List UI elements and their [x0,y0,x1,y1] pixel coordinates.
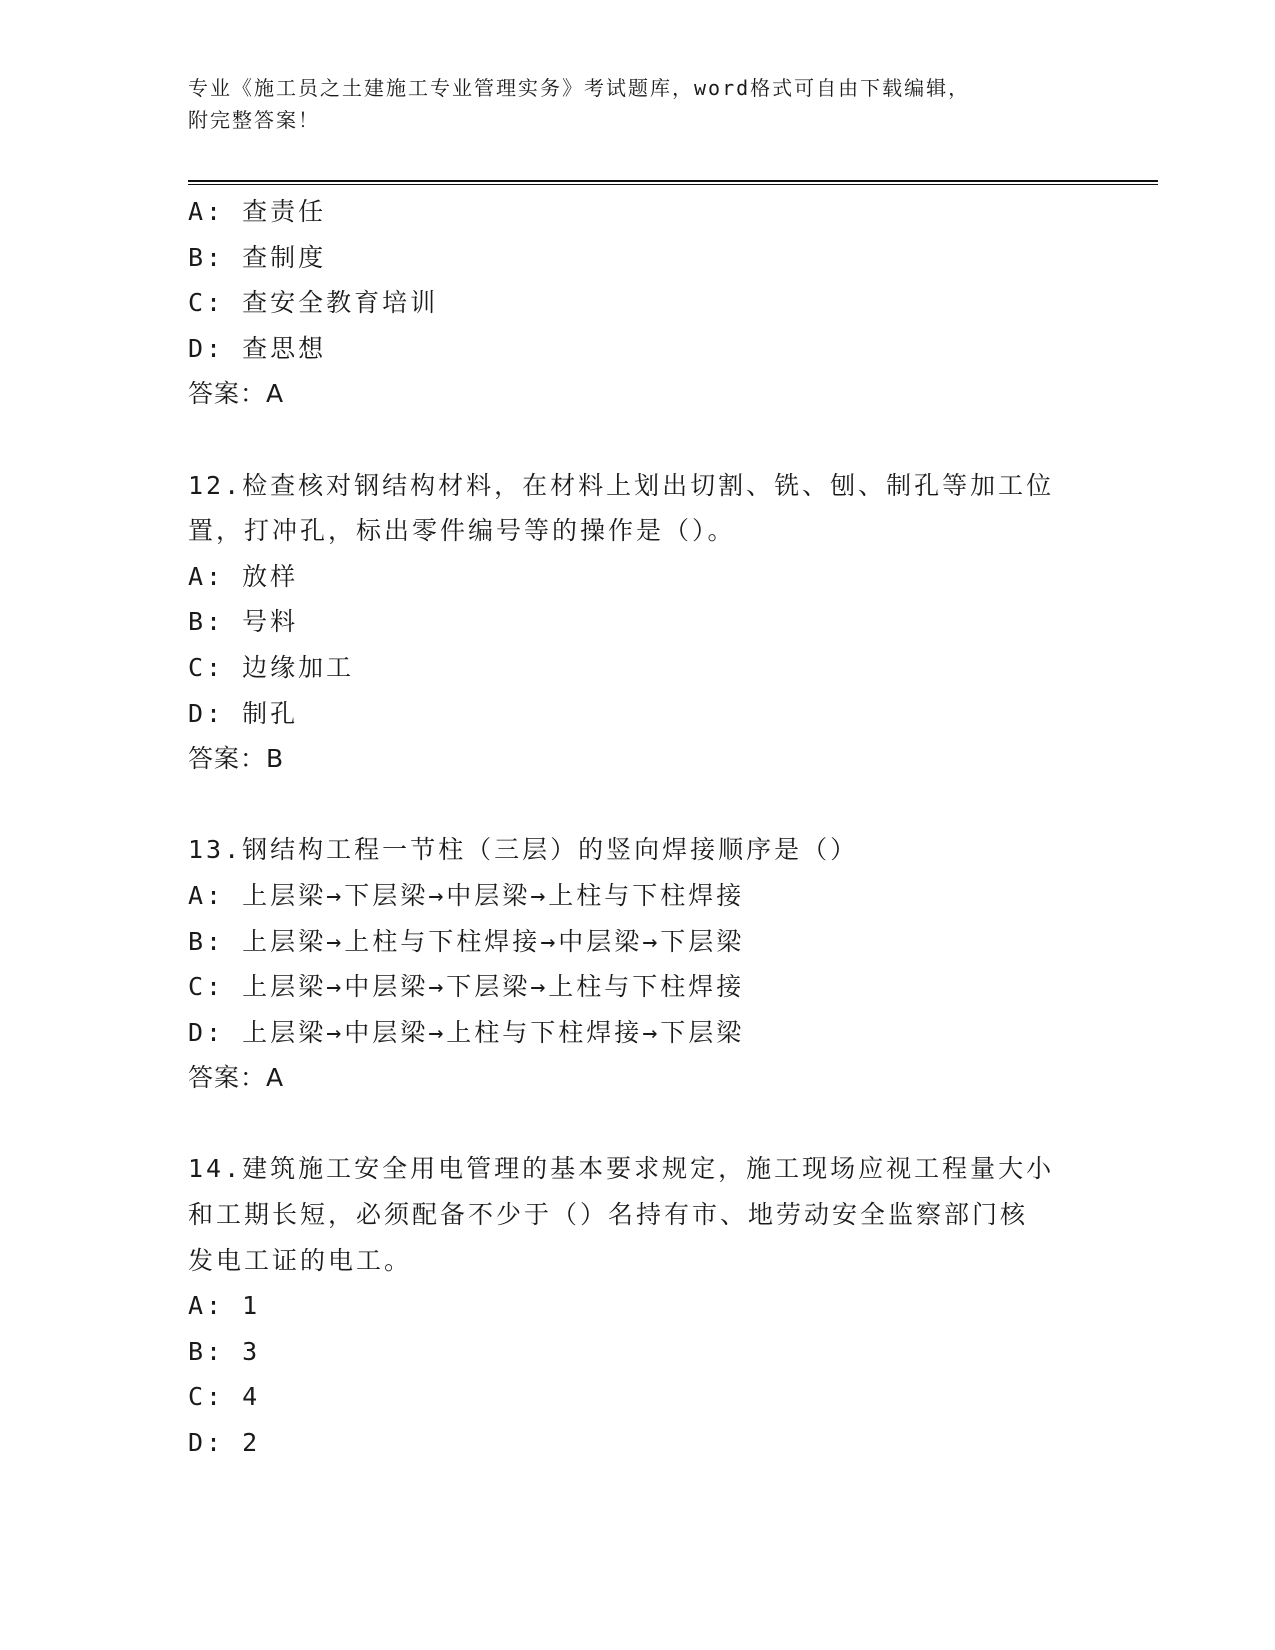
option-c: C: 边缘加工 [188,652,355,682]
option-c: C: 上层梁→中层梁→下层梁→上柱与下柱焊接 [188,972,745,1002]
header-line-2: 附完整答案！ [188,108,320,132]
question-text-line-1: 13.钢结构工程一节柱（三层）的竖向焊接顺序是（） [188,835,859,865]
option-d: D: 上层梁→中层梁→上柱与下柱焊接→下层梁 [188,1017,745,1047]
option-b: B: 3 [188,1336,261,1366]
answer: 答案：A [188,1063,285,1093]
question-11 [188,189,1088,417]
spacer [188,782,1088,828]
option-d: D: 2 [188,1428,261,1458]
question-14 [188,1146,1088,1465]
option-a: A: 上层梁→下层梁→中层梁→上柱与下柱焊接 [188,880,745,910]
option-b: B: 查制度 [188,242,327,272]
option-b: B: 上层梁→上柱与下柱焊接→中层梁→下层梁 [188,926,745,956]
header-line-1: 专业《施工员之土建施工专业管理实务》考试题库，word格式可自由下载编辑， [188,76,971,100]
answer: 答案：A [188,379,285,409]
question-13 [188,827,1088,1101]
document-header [188,72,1088,136]
answer: 答案：B [188,744,285,774]
option-c: C: 4 [188,1382,261,1412]
option-a: A: 放样 [188,561,299,591]
question-text-line-2: 置，打冲孔，标出零件编号等的操作是（）。 [188,516,736,546]
question-text-line-2: 和工期长短，必须配备不少于（）名持有市、地劳动安全监察部门核 [188,1200,1029,1230]
question-text-line-1: 14.建筑施工安全用电管理的基本要求规定，施工现场应视工程量大小 [188,1154,1055,1184]
option-a: A: 1 [188,1291,261,1321]
spacer [188,1101,1088,1147]
option-a: A: 查责任 [188,197,327,226]
option-d: D: 制孔 [188,698,299,728]
question-text-line-3: 发电工证的电工。 [188,1245,413,1275]
option-d: D: 查思想 [188,333,327,363]
question-list [188,189,1088,1466]
header-divider-thick [188,180,1158,182]
header-divider-thin [188,184,1158,185]
option-c: C: 查安全教育培训 [188,288,439,318]
question-12 [188,463,1088,782]
spacer [188,417,1088,463]
question-text-line-1: 12.检查核对钢结构材料，在材料上划出切割、铣、刨、制孔等加工位 [188,470,1055,500]
option-b: B: 号料 [188,607,299,637]
